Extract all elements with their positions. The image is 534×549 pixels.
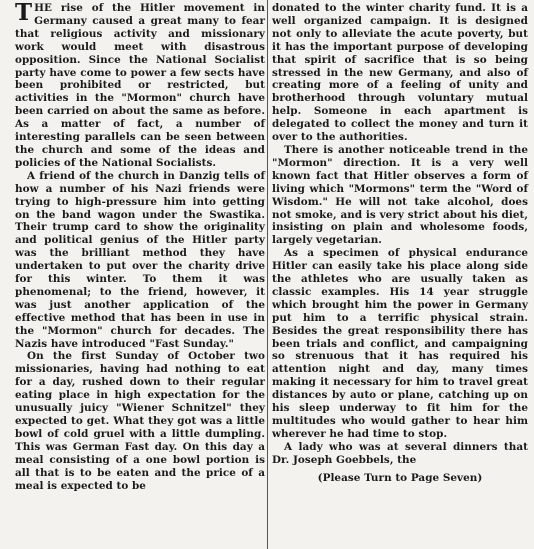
right-column	[272, 2, 528, 485]
drop-cap: T	[15, 0, 33, 26]
paragraph-text: HE rise of the Hitler movement in Germany caused a great many to fear that religious activity and missionary work would meet with disastrous opposition. Since the National Socialist party have come to power a few sects have been prohibited or restricted, but activities in the "Mormon" church have been carried on about the same as before. As a matter of fact, a number of interesting parallels can be seen between the church and some of the ideas and policies of the National Socialists.	[15, 2, 265, 169]
paragraph: A lady who was at several dinners that Dr. Joseph Goebbels, the	[272, 440, 528, 466]
column-divider	[267, 0, 268, 549]
paragraph: As a specimen of physical endurance Hitler can easily take his place along side the athletes who are usually taken as classic examples. His 14 year struggle which brought him the power in Germany put him to a terrific physical strain. Besides the great responsibility there has been trials and conflict, and campaigning so strenuous that it has required his attention night and day, many times making it necessary for him to travel great distances by auto or plane, catching up on his sleep underway to fit him for the multitudes who would gather to hear him wherever he had time to stop.	[272, 247, 528, 440]
paragraph: donated to the winter charity fund. It is a well organized campaign. It is designed not only to alleviate the acute poverty, but it has the important purpose of developing that spirit of sacrifice that is so being stressed in the new Germany, and also of creating more of a feeling of unity and brotherhood through voluntary mutual help. Someone in each apartment is delegated to collect the money and turn it over to the authorities.	[272, 2, 528, 144]
continuation-note: (Please Turn to Page Seven)	[317, 471, 483, 484]
paragraph: On the first Sunday of October two missionaries, having had nothing to eat for a day, rushed down to their regular eating place in high expectation for the unusually juicy "Wiener Schnitzel" they expected to get. What they got was a little bowl of cold gruel with a little dumpling. This was German Fast day. On this day a meal consisting of a one bowl portion is all that is to be eaten and the price of a meal is expected to be	[15, 350, 265, 492]
paragraph	[15, 2, 265, 170]
paragraph: There is another noticeable trend in the "Mormon" direction. It is a very well known fact that Hitler observes a form of living which "Mormons" term the "Word of Wisdom." He will not take alcohol, does not smoke, and is very strict about his diet, insisting on plain and wholesome foods, largely vegetarian.	[272, 143, 528, 247]
paragraph: A friend of the church in Danzig tells of how a number of his Nazi friends were trying to high-pressure him into getting on the band wagon under the Swastika. Their trump card to show the originality and political genius of the Hitler party was the brilliant method they have undertaken to put over the charity drive for this winter. To them it was phenomenal; to the friend, however, it was just another application of the effective method that has been in use in the "Mormon" church for decades. The Nazis have introduced "Fast Sunday."	[15, 169, 265, 350]
left-column	[15, 2, 265, 492]
